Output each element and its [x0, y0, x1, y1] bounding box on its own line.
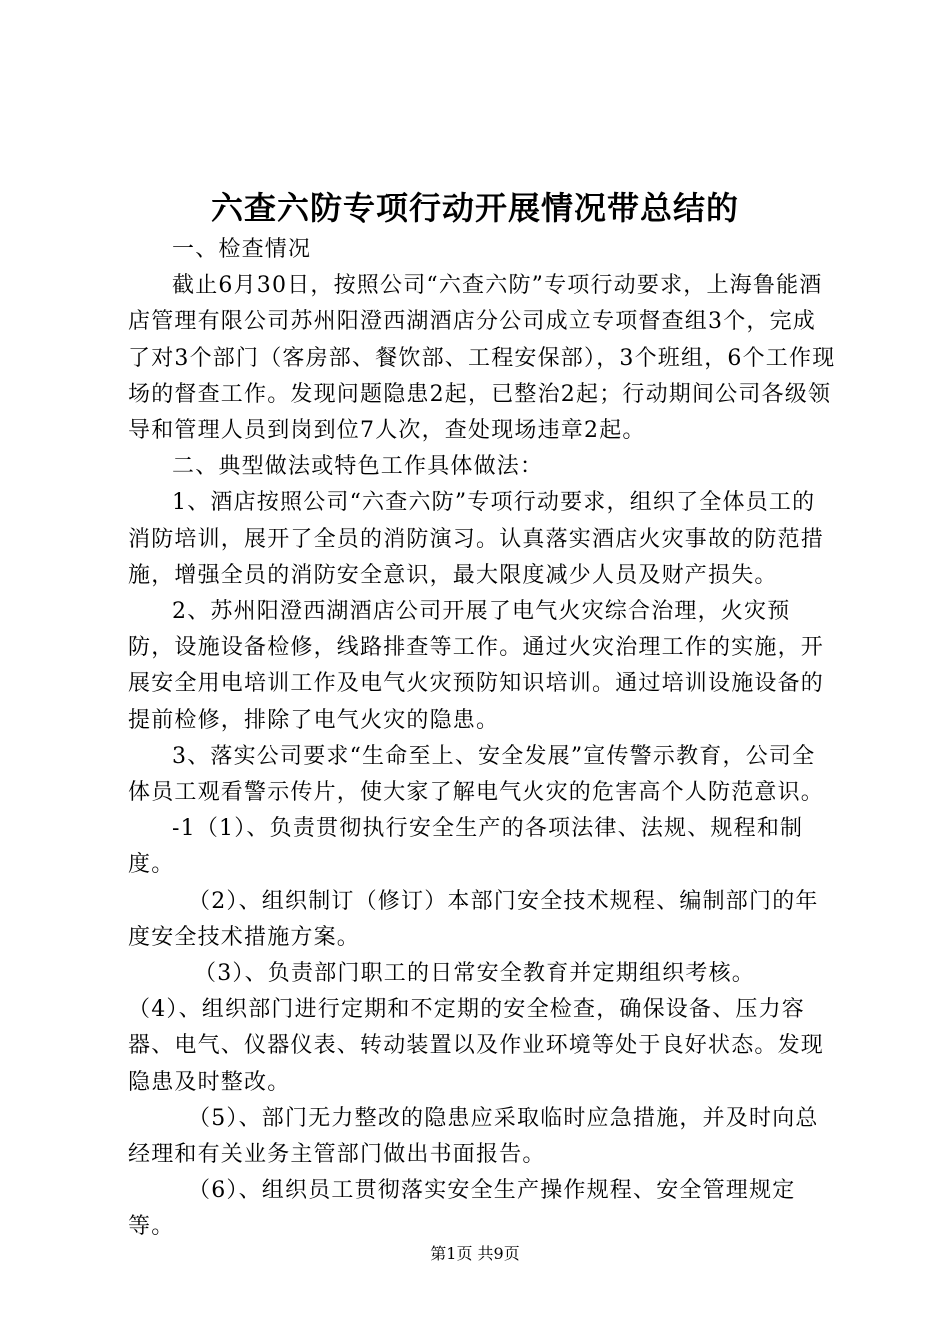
paragraph-duty-2: （2）、组织制订（修订）本部门安全技术规程、编制部门的年度安全技术措施方案。 — [128, 888, 819, 950]
document-body — [128, 232, 836, 1246]
paragraph-practice-2: 2、苏州阳澄西湖酒店公司开展了电气火灾综合治理，火灾预防，设施设备检修，线路排查等工作。通过火灾治理工作的实施，开展安全用电培训工作及电气火灾预防知识培训。通过培训设施设备的提前检修，排除了电气火灾的隐患。 — [128, 599, 825, 733]
section-heading-practices: 二、典型做法或特色工作具体做法： — [172, 454, 544, 480]
paragraph-practice-3: 3、落实公司要求“生命至上、安全发展”宣传警示教育，公司全体员工观看警示传片，使大家了解电气火灾的危害高个人防范意识。 — [128, 743, 825, 806]
section-heading-inspection: 一、检查情况 — [172, 237, 312, 262]
paragraph-duty-3: （3）、负责部门职工的日常安全教育并定期组织考核。 — [194, 961, 755, 987]
paragraph-duty-6: （6）、组织员工贯彻落实安全生产操作规程、安全管理规定等。 — [128, 1178, 796, 1240]
paragraph-duty-5: （5）、部门无力整改的隐患应采取临时应急措施，并及时向总经理和有关业务主管部门做出书面报告。 — [128, 1105, 819, 1168]
document-title: 六查六防专项行动开展情况带总结的 — [210, 189, 739, 227]
page-number-footer: 第1页 共9页 — [430, 1244, 520, 1263]
paragraph-duty-4: （4）、组织部门进行定期和不定期的安全检查，确保设备、压力容器、电气、仪器仪表、转动装置以及作业环境等处于良好状态。发现隐患及时整改。 — [128, 997, 825, 1095]
paragraph-inspection-summary: 截止6月30日，按照公司“六查六防”专项行动要求，上海鲁能酒店管理有限公司苏州阳澄西湖酒店分公司成立专项督查组3个，完成了对3个部门（客房部、餐饮部、工程安保部），3个班组，6个工作现场的督查工作。发现问题隐患2起，已整治2起；行动期间公司各级领导和管理人员到岗到位7人次，查处现场违章2起。 — [128, 273, 836, 444]
paragraph-duty-1: -1（1）、负责贯彻执行安全生产的各项法律、法规、规程和制度。 — [128, 816, 804, 878]
paragraph-practice-1: 1、酒店按照公司“六查六防”专项行动要求，组织了全体员工的消防培训，展开了全员的消防演习。认真落实酒店火灾事故的防范措施，增强全员的消防安全意识，最大限度减少人员及财产损失。 — [128, 490, 825, 588]
